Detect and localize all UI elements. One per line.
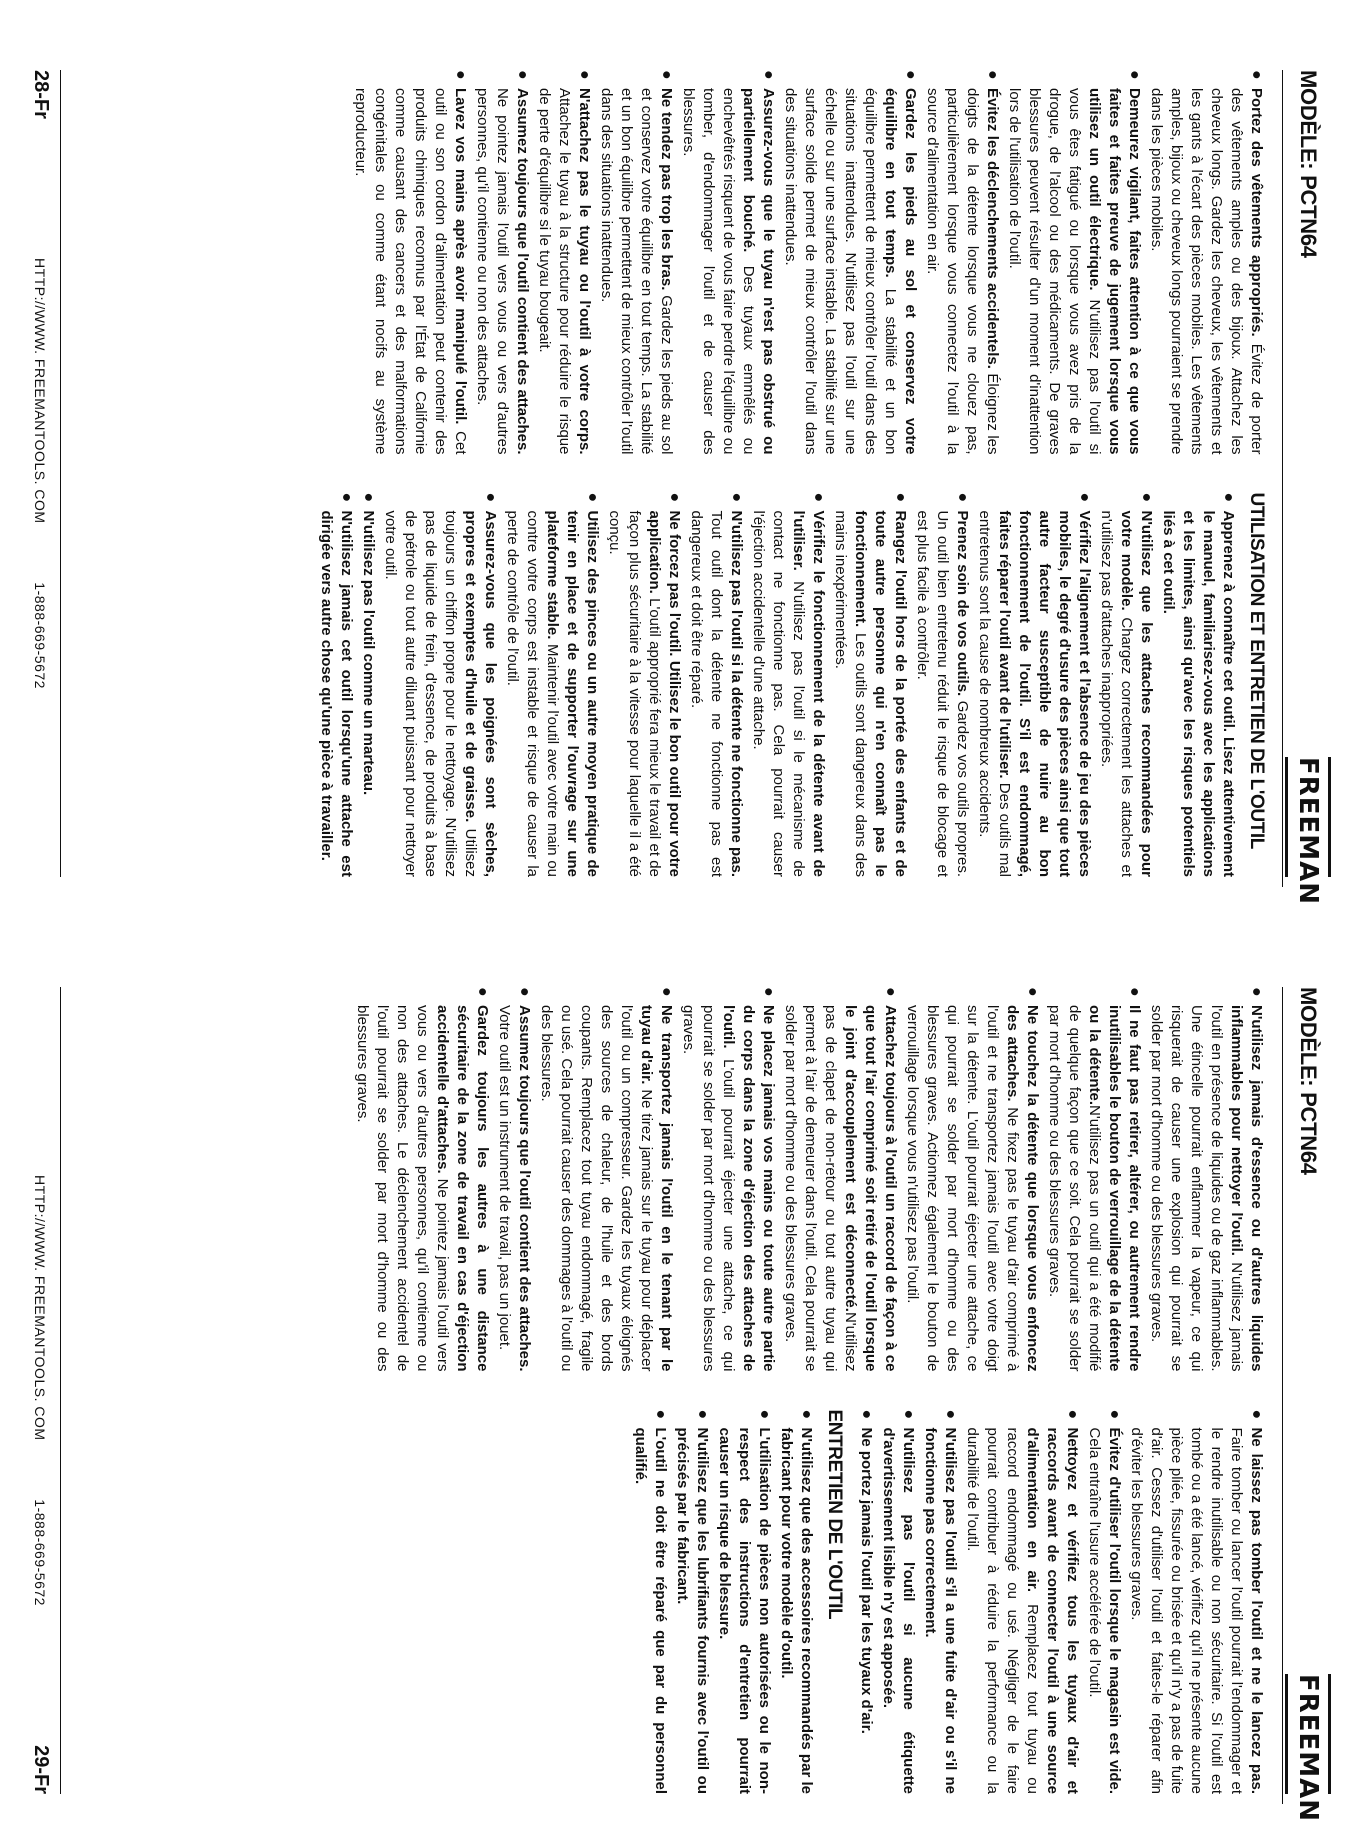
list-item: ● Ne tendez pas trop les bras. Gardez les pieds au sol et conservez votre équilibre en tout temps. La stabilité et un bon équilibre permettent de mieux contrôler l'outil dans des situations inattendues. [598, 70, 675, 455]
list-item: ● N'utilisez jamais d'essence ou d'autres liquides inflammables pour nettoyer l'outil. N'utilisez jamais l'outil en présence de liquides ou de gaz inflammables. Une étincelle pourrait enflammer la vapeur, ce qui risquerait de causer une explosion qui pourrait se solder par mort d'homme ou des blessures graves. [1148, 987, 1265, 1372]
list-item: ● Gardez les pieds au sol et conservez votre équilibre en tout temps. La stabilité et un bon équilibre permettent de mieux contrôler l'outil dans des situations inattendues. N'utilisez pas l'outil sur une échelle ou sur une surface instable. La stabilité sur une surface solide permet de mieux contrôler l'outil dans des situations inattendues. [782, 70, 919, 455]
website-link[interactable]: HTTP://WWW. FREEMANTOOLS. COM [32, 1175, 48, 1441]
list-item: ● Lavez vos mains après avoir manipulé l'outil. Cet outil ou son cordon d'alimentation peut contenir des produits chimiques reconnus par l'État de Californie comme causant des cancers et des malformations congénitales ou comme étant nocifs au système reproducteur. [352, 70, 469, 455]
page-footer [30, 70, 61, 877]
list-item: ● L'utilisation de pièces non autorisées ou le non-respect des instructions d'entretien pourrait causer un risque de blessure. [716, 1409, 773, 1794]
page-number: 29-Fr [30, 1745, 52, 1794]
header-rule [1282, 987, 1283, 1804]
list-item: ● Ne transportez jamais l'outil en le tenant par le tuyau d'air. Ne tirez jamais sur le tuyau pour déplacer l'outil ou un compresseur. Gardez les tuyaux éloignés des sources de chaleur, de l'huile et des bords coupants. Remplacez tout tuyau endommagé, fragile ou usé. Cela pourrait causer des dommages à l'outil ou des blessures. [538, 987, 675, 1372]
model-heading: MODÈLE: PCTN64 [1296, 70, 1321, 258]
list-item: ● Assurez-vous que le tuyau n'est pas obstrué ou partiellement bouché. Des tuyaux emmêlés ou enchevêtrés risquent de vous faire perdre l'équilibre ou tomber, d'endommager l'outil et de causer des blessures. [680, 70, 777, 455]
phone-number: 1-888-669-5672 [32, 582, 48, 689]
list-item: ● N'utilisez que les attaches recommandées pour votre modèle. Chargez correctement les attaches et n'utilisez pas d'attaches inappropriées. [1098, 492, 1155, 877]
list-item: ● Ne forcez pas l'outil. Utilisez le bon outil pour votre application. L'outil approprié fera mieux le travail et de façon plus sécuritaire à la vitesse pour laquelle il a été conçu. [606, 492, 683, 877]
section-title-utilisation: UTILISATION ET ENTRETIEN DE L'OUTIL [1246, 492, 1267, 849]
list-item: ● Assumez toujours que l'outil contient des attaches. Ne pointez jamais l'outil vers vous ou vers d'autres personnes, qu'il contienne ou non des attaches. [474, 70, 531, 455]
list-item: ● N'utilisez que des accessoires recommandés par le fabricant pour votre modèle d'outil. [778, 1409, 815, 1794]
list-item: ● Demeurez vigilant, faites attention à ce que vous faites et faites preuve de jugement lorsque vous utilisez un outil électrique. N'utilisez pas l'outil si vous êtes fatigué ou lorsque vous avez pris de la drogue, de l'alcool ou des médicaments. De graves blessures peuvent résulter d'un moment d'inattention lors de l'utilisation de l'outil. [1006, 70, 1143, 455]
page-28-content [116, 70, 1266, 877]
list-item: ● Attachez toujours à l'outil un raccord de façon à ce que tout l'air comprimé soit retiré de l'outil lorsque le joint d'accouplement est déconnecté.N'utilisez pas de clapet de non-retour ou tout autre tuyau qui permet à l'air de demeurer dans l'outil. Cela pourrait se solder par mort d'homme ou des blessures graves. [782, 987, 899, 1372]
list-item: ● Assumez toujours que l'outil contient des attaches. Votre outil est un instrument de travail, pas un jouet. [496, 987, 533, 1372]
list-item: ● Vérifiez l'alignement et l'absence de jeu des pièces mobiles, le degré d'usure des pièces ainsi que tout autre facteur susceptible de nuire au bon fonctionnement de l'outil. S'il est endommagé, faites réparer l'outil avant de l'utiliser. Des outils mal entretenus sont la cause de nombreux accidents. [976, 492, 1093, 877]
list-item: ● Ne touchez la détente que lorsque vous enfoncez des attaches. Ne fixez pas le tuyau d'air comprimé à l'outil et ne transportez jamais l'outil avec votre doigt sur la détente. L'outil pourrait éjecter une attache, ce qui pourrait se solder par mort d'homme ou des blessures graves. Actionnez également le bouton de verrouillage lorsque vous n'utilisez pas l'outil. [904, 987, 1041, 1372]
list-item: ● Portez des vêtements appropriés. Évitez de porter des vêtements amples ou des bijoux. Attachez les cheveux longs. Gardez les cheveux, les vêtements et les gants à l'écart des pièces mobiles. Les vêtements amples, bijoux ou cheveux longs pourraient se prendre dans les pièces mobiles. [1148, 70, 1265, 455]
list-item: ● Il ne faut pas retirer, altérer, ou autrement rendre inutilisables le bouton de verrouillage de la détente ou la détente.N'utilisez pas un outil qui a été modifié de quelque façon que ce soit. Cela pourrait se solder par mort d'homme ou des blessures graves. [1046, 987, 1143, 1372]
freeman-logo: FREEMAN [1285, 1674, 1331, 1794]
list-item: ● Vérifiez le fonctionnement de la détente avant de l'utiliser. N'utilisez pas l'outil si le mécanisme de contact ne fonctionne pas. Cela pourrait causer l'éjection accidentelle d'une attache. [750, 492, 827, 877]
list-item: ● Ne placez jamais vos mains ou toute autre partie du corps dans la zone d'éjection des attaches de l'outil. L'outil pourrait éjecter une attache, ce qui pourrait se solder par mort d'homme ou des blessures graves. [680, 987, 777, 1372]
list-item: ● Nettoyez et vérifiez tous les tuyaux d'air et raccords avant de connecter l'outil à une source d'alimentation en air. Remplacez tout tuyau ou raccord endommagé ou usé. Négliger de le faire pourrait contribuer à réduire la performance ou la durabilité de l'outil. [964, 1409, 1081, 1794]
list-item: ● Ne laissez pas tomber l'outil et ne le lancez pas. Faire tomber ou lancer l'outil pourrait l'endommager et le rendre inutilisable ou non sécuritaire. Si l'outil est tombé ou a été lancé, vérifiez qu'il ne présente aucune pièce pliée, fissurée ou brisée et qu'il n'y a pas de fuite d'air. Cessez d'utiliser l'outil et faites-le réparer afin d'éviter les blessures graves. [1128, 1409, 1265, 1794]
list-item: ● Rangez l'outil hors de la portée des enfants et de toute autre personne qui n'en connaît pas le fonctionnement. Les outils sont dangereux dans des mains inexpérimentées. [832, 492, 909, 877]
section-title-entretien: ENTRETIEN DE L'OUTIL [824, 1409, 845, 1620]
list-item: ● Apprenez à connaître cet outil. Lisez attentivement le manuel, familiarisez-vous avec les applications et les limites, ainsi qu'avec les risques potentiels liés à cet outil. [1160, 492, 1237, 877]
phone-number: 1-888-669-5672 [32, 1499, 48, 1606]
header-rule [1282, 70, 1283, 887]
list-item: ● Évitez d'utiliser l'outil lorsque le magasin est vide. Cela entraîne l'usure accélérée de l'outil. [1086, 1409, 1123, 1794]
list-item: ● N'utilisez pas l'outil si aucune étiquette d'avertissement lisible n'y est apposée. [880, 1409, 917, 1794]
page-number: 28-Fr [30, 70, 52, 119]
page-29-content [116, 987, 1266, 1794]
model-heading: MODÈLE: PCTN64 [1296, 987, 1321, 1175]
list-item: ● N'utilisez pas l'outil s'il a une fuite d'air ou s'il ne fonctionne pas correctement. [922, 1409, 959, 1794]
website-link[interactable]: HTTP://WWW. FREEMANTOOLS. COM [32, 258, 48, 524]
page-29 [0, 917, 1361, 1834]
page-footer [30, 987, 61, 1794]
list-item: ● Ne portez jamais l'outil par les tuyaux d'air. [858, 1409, 875, 1734]
freeman-logo: FREEMAN [1285, 757, 1331, 877]
list-item: ● L'outil ne doit être réparé que par du personnel qualifié. [632, 1409, 669, 1794]
list-item: ● Évitez les déclenchements accidentels. Éloignez les doigts de la détente lorsque vous ne clouez pas, particulièrement lorsque vous connectez l'outil à la source d'alimentation en air. [924, 70, 1001, 455]
list-item: ● N'utilisez jamais cet outil lorsqu'une attache est dirigée vers autre chose qu'une pièce à travailler. [318, 492, 355, 877]
list-item: ● Prenez soin de vos outils. Gardez vos outils propres. Un outil bien entretenu réduit le risque de blocage et est plus facile à contrôler. [914, 492, 971, 877]
list-item: ● Assurez-vous que les poignées sont sèches, propres et exemptes d'huile et de graisse. Utilisez toujours un chiffon propre pour le nettoyage. N'utilisez pas de liquide de frein, d'essence, de produits à base de pétrole ou tout autre diluant puissant pour nettoyer votre outil. [382, 492, 499, 877]
list-item: ● N'attachez pas le tuyau ou l'outil à votre corps. Attachez le tuyau à la structure pour réduire le risque de perte d'équilibre si le tuyau bougeait. [536, 70, 593, 455]
list-item: ● N'utilisez pas l'outil si la détente ne fonctionne pas. Tout outil dont la détente ne fonctionne pas est dangereux et doit être réparé. [688, 492, 745, 877]
list-item: ● Gardez toujours les autres à une distance sécuritaire de la zone de travail en cas d'éjection accidentelle d'attaches. Ne pointez jamais l'outil vers vous ou vers d'autres personnes, qu'il contienne ou non des attaches. Le déclenchement accidentel de l'outil pourrait se solder par mort d'homme ou des blessures graves. [354, 987, 491, 1372]
list-item: ● N'utilisez que les lubrifiants fournis avec l'outil ou précisés par le fabricant. [674, 1409, 711, 1794]
list-item: ● Utilisez des pinces ou un autre moyen pratique de tenir en place et de supporter l'ouvrage sur une plateforme stable. Maintenir l'outil avec votre main ou contre votre corps est instable et risque de causer la perte de contrôle de l'outil. [504, 492, 601, 878]
list-item: ● N'utilisez pas l'outil comme un marteau. [360, 492, 377, 796]
